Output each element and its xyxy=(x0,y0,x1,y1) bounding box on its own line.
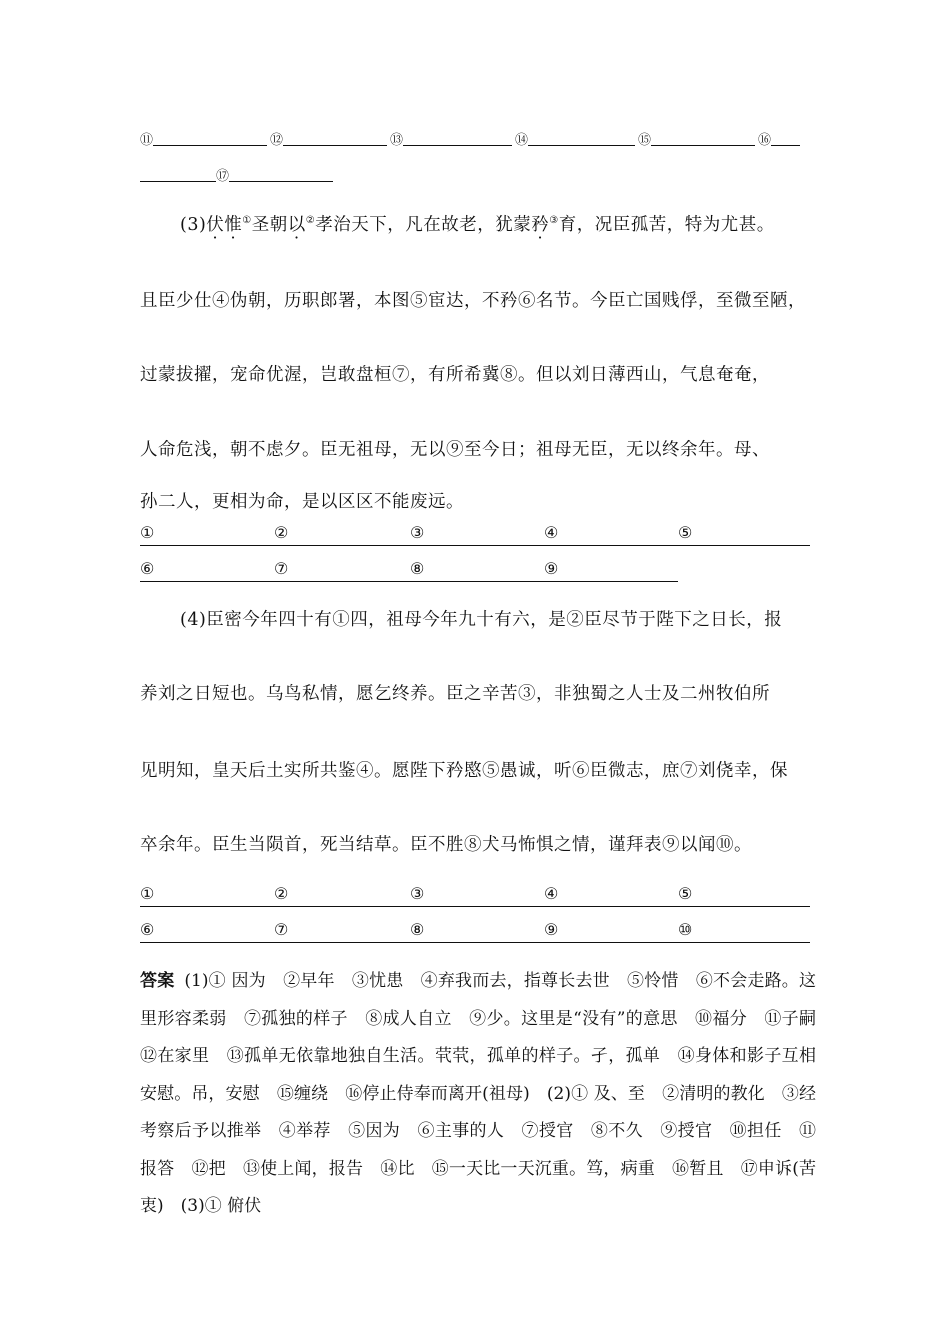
blank-number: ⑥ xyxy=(140,920,155,939)
passage-4-line-3: 见明知，皇天后土实所共鉴④。愿陛下矜愍⑤愚诚，听⑥臣微志，庶⑦刘侥幸，保 xyxy=(140,761,788,781)
blank-number: ⑯ xyxy=(758,133,772,148)
answer-blank[interactable] xyxy=(216,170,336,184)
answer-blank[interactable] xyxy=(270,134,390,148)
blank-number: ⑮ xyxy=(638,133,652,148)
passage-4-line-4: 卒余年。臣生当陨首，死当结草。臣不胜⑧犬马怖惧之情，谨拜表⑨以闻⑩。 xyxy=(140,835,752,855)
blank-number: ⑪ xyxy=(140,133,154,148)
answer-label: 答案 xyxy=(140,971,175,991)
blank-row-11-16 xyxy=(140,128,803,148)
blank-number: ⑰ xyxy=(216,169,230,184)
passage-3-line-4: 人命危浅，朝不虑夕。臣无祖母，无以⑨至今日；祖母无臣，无以终余年。母、 xyxy=(140,440,770,460)
passage-3-line-1: (3)伏惟①圣朝以②孝治天下，凡在故老，犹蒙矜③育，况臣孤苦，特为尤甚。 xyxy=(180,215,775,235)
answer-row-3b[interactable] xyxy=(140,555,678,582)
blank-number: ② xyxy=(274,523,289,542)
answer-row-4b[interactable] xyxy=(140,916,810,943)
blank-number: ③ xyxy=(410,523,425,542)
answer-blank[interactable] xyxy=(515,134,638,148)
blank-number: ⑦ xyxy=(274,920,289,939)
blank-number: ⑫ xyxy=(270,133,284,148)
blank-number: ⑧ xyxy=(410,559,425,578)
blank-number: ⑥ xyxy=(140,559,155,578)
blank-number: ⑤ xyxy=(678,523,693,542)
blank-number: ④ xyxy=(544,884,559,903)
answer-blank[interactable] xyxy=(758,134,803,148)
answer-blank[interactable] xyxy=(638,134,758,148)
answer-row-3a[interactable] xyxy=(140,519,810,546)
passage-3-line-5: 孙二人，更相为命，是以区区不能废远。 xyxy=(140,492,464,512)
passage-3-line-2: 且臣少仕④伪朝，历职郎署，本图⑤宦达，不矜⑥名节。今臣亡国贱俘，至微至陋， xyxy=(140,291,806,311)
blank-number: ② xyxy=(274,884,289,903)
blank-number: ⑦ xyxy=(274,559,289,578)
blank-number: ⑨ xyxy=(544,559,559,578)
blank-row-17 xyxy=(140,164,336,184)
blank-number: ⑨ xyxy=(544,920,559,939)
answer-text: (1)① 因为 ②早年 ③忧患 ④弃我而去，指尊长去世 ⑤怜惜 ⑥不会走路。这里形容柔弱 ⑦孤独的样子 ⑧成人自立 ⑨少。这里是“没有”的意思 ⑩福分 ⑪子嗣 ⑫在家里 ⑬孤单无依靠地独自生活。茕茕，孤单的样子。孑，孤单 ⑭身体和影子互相安慰。吊，安慰 ⑮缠绕 ⑯停止侍奉而离开(祖母) (2)① 及、至 ②清明的教化 ③经考察后予以推举 ④举荐 ⑤因为 ⑥主事的人 ⑦授官 ⑧不久 ⑨授官 ⑩担任 ⑪报答 ⑫把 ⑬使上闻，报告 ⑭比 ⑮一天比一天沉重。笃，病重 ⑯暂且 ⑰申诉(苦衷) (3)① 俯伏 xyxy=(140,971,833,1216)
answer-row-4a[interactable] xyxy=(140,880,810,907)
blank-number: ⑤ xyxy=(678,884,693,903)
passage-3-line-3: 过蒙拔擢，宠命优渥，岂敢盘桓⑦，有所希冀⑧。但以刘日薄西山，气息奄奄， xyxy=(140,365,770,385)
blank-number: ⑩ xyxy=(678,920,693,939)
blank-number: ⑬ xyxy=(390,133,404,148)
answer-section xyxy=(140,963,833,1226)
blank-number: ① xyxy=(140,884,155,903)
passage-4-line-2: 养刘之日短也。乌鸟私情，愿乞终养。臣之辛苦③，非独蜀之人士及二州牧伯所 xyxy=(140,684,770,704)
passage-4-line-1: (4)臣密今年四十有①四，祖母今年九十有六，是②臣尽节于陛下之日长，报 xyxy=(180,610,783,630)
answer-blank[interactable] xyxy=(140,134,270,148)
blank-number: ③ xyxy=(410,884,425,903)
blank-number: ① xyxy=(140,523,155,542)
blank-number: ④ xyxy=(544,523,559,542)
blank-number: ⑭ xyxy=(515,133,529,148)
answer-blank[interactable] xyxy=(390,134,515,148)
blank-number: ⑧ xyxy=(410,920,425,939)
